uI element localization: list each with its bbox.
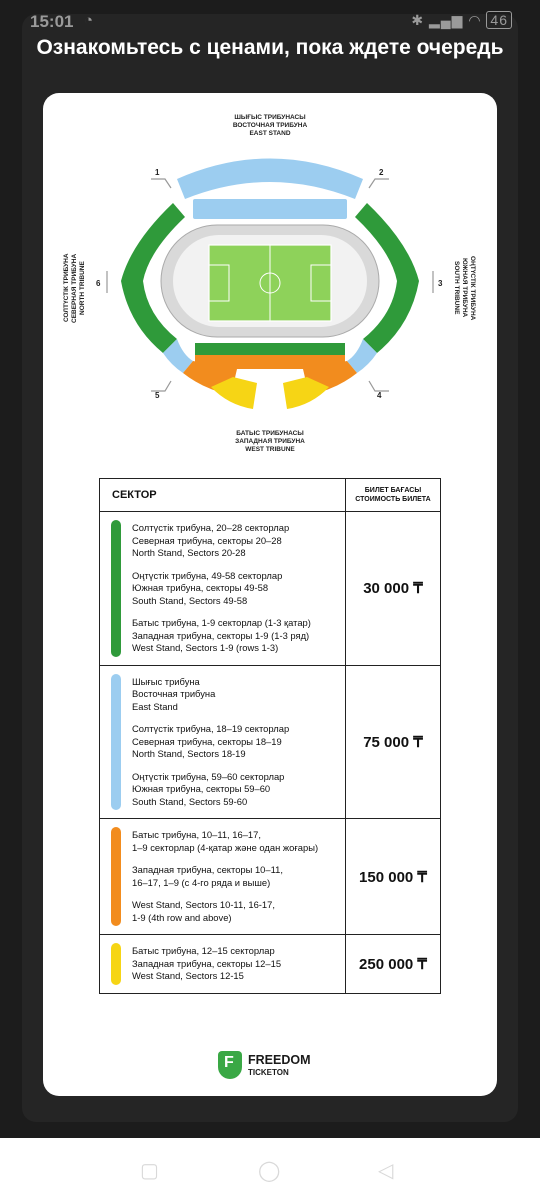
gate-2-label: 2 (379, 168, 384, 177)
sector-group (132, 771, 339, 809)
gate-5-label: 5 (155, 391, 160, 400)
sector-group (132, 617, 339, 655)
sector-group (132, 829, 339, 854)
sector-text: West Stand, Sectors 1-9 (rows 1-3) (132, 642, 279, 653)
sector-text: Северная трибуна, секторы 20–28 (132, 534, 282, 546)
recents-button[interactable]: ▢ (140, 1160, 159, 1182)
sector-text: North Stand, Sectors 18-19 (132, 748, 246, 759)
east-stand-lower (193, 199, 347, 219)
east-stand-kz: ШЫҒЫС ТРИБУНАСЫ (234, 114, 306, 121)
south-stand-kz: ОҢТҮСТІК ТРИБУНА (469, 255, 476, 321)
west-stand-en: WEST TRIBUNE (245, 446, 295, 453)
stadium-map (43, 93, 497, 423)
sector-group (132, 864, 339, 889)
sector-text: South Stand, Sectors 59-60 (132, 795, 248, 807)
table-header-row (100, 479, 441, 512)
east-stand-en: EAST STAND (249, 130, 291, 137)
price-table (99, 478, 441, 994)
table-row (100, 512, 441, 666)
sector-text: West Stand, Sectors 12-15 (132, 970, 244, 981)
price-card (43, 93, 497, 1096)
gate-1-label: 1 (155, 168, 160, 177)
north-stand-kz: СОЛТҮСТІК ТРИБУНА (63, 253, 70, 323)
sector-text: Батыс трибуна, 10–11, 16–17, (132, 829, 261, 840)
sector-group (132, 570, 339, 608)
gate-6-label: 6 (96, 279, 101, 288)
sector-text: Оңтүстік трибуна, 59–60 секторлар (132, 770, 285, 782)
color-bar-blue (111, 674, 121, 811)
sector-text: Северная трибуна, секторы 18–19 (132, 735, 282, 747)
sector-text: 1–9 секторлар (4-қатар және одан жоғары) (132, 841, 319, 853)
sector-text: Западная трибуна, секторы 1-9 (1-3 ряд) (132, 629, 310, 641)
gate-3-label: 3 (438, 279, 443, 288)
status-time: 15:01 (30, 12, 74, 31)
east-stand-upper (177, 159, 363, 200)
south-stand-ru: ЮЖНАЯ ТРИБУНА (461, 258, 468, 318)
sector-text: Солтүстік трибуна, 20–28 секторлар (132, 522, 290, 533)
logo-line-2: TICKETON (248, 1068, 289, 1077)
battery-level: 46 (490, 12, 508, 28)
price-value: 250 000 ₸ (346, 935, 441, 994)
sector-group (132, 723, 339, 761)
sector-group (132, 945, 339, 983)
sector-text: Южная трибуна, секторы 59–60 (132, 783, 271, 794)
color-bar-orange (111, 827, 121, 926)
sector-text: Батыс трибуна, 12–15 секторлар (132, 945, 275, 956)
west-stand-kz: БАТЫС ТРИБУНАСЫ (236, 430, 304, 437)
price-header-kz: БИЛЕТ БАҒАСЫ (364, 487, 422, 494)
gate-1-marker (151, 179, 171, 188)
sector-text: Оңтүстік трибуна, 49-58 секторлар (132, 569, 283, 581)
sector-text: Западная трибуна, секторы 12–15 (132, 957, 282, 969)
sector-text: East Stand (132, 700, 178, 712)
sector-cell (100, 665, 346, 819)
sector-text: North Stand, Sectors 20-28 (132, 547, 246, 558)
table-row (100, 819, 441, 935)
color-bar-yellow (111, 943, 121, 985)
bluetooth-icon: ✱ (411, 12, 425, 28)
status-icons (411, 12, 512, 29)
gate-5-marker (151, 381, 171, 391)
battery-icon (486, 11, 512, 29)
price-table-body (100, 512, 441, 994)
west-stand-label (210, 430, 330, 454)
table-row (100, 665, 441, 819)
sector-text: Западная трибуна, секторы 10–11, (132, 864, 283, 875)
sector-text: 1-9 (4th row and above) (132, 911, 232, 923)
sector-group (132, 899, 339, 924)
gate-4-label: 4 (377, 391, 382, 400)
system-nav-bar (0, 1138, 540, 1200)
east-stand-ru: ВОСТОЧНАЯ ТРИБУНА (232, 122, 308, 129)
whatsapp-icon: ◔ (84, 12, 94, 29)
south-stand-en: SOUTH TRIBUNE (453, 261, 460, 315)
freedom-logo-icon: F (218, 1051, 242, 1079)
price-value: 75 000 ₸ (346, 665, 441, 819)
sector-text: West Stand, Sectors 10-11, 16-17, (132, 899, 275, 910)
status-bar (0, 0, 540, 40)
table-row (100, 935, 441, 994)
back-button[interactable]: ◁ (378, 1160, 394, 1182)
sector-text: Восточная трибуна (132, 688, 216, 699)
north-stand-en: NORTH TRIBUNE (79, 261, 86, 315)
west-stand-ru: ЗАПАДНАЯ ТРИБУНА (235, 438, 305, 445)
sector-text: Шығыс трибуна (132, 675, 200, 687)
sector-cell (100, 935, 346, 994)
sector-text: South Stand, Sectors 49-58 (132, 594, 248, 606)
sector-text: 16–17, 1–9 (с 4-го ряда и выше) (132, 876, 271, 888)
sector-group (132, 522, 339, 560)
logo-line-1: FREEDOM (248, 1053, 311, 1067)
page-title: Ознакомьтесь с ценами, пока ждете очередь (36, 36, 504, 59)
sector-cell (100, 819, 346, 935)
sector-column-header: СЕКТОР (100, 479, 346, 512)
sector-text: Батыс трибуна, 1-9 секторлар (1-3 қатар) (132, 617, 311, 628)
west-orange-rows (195, 355, 345, 369)
gate-4-marker (369, 381, 389, 391)
price-header-ru: СТОИМОСТЬ БИЛЕТА (355, 496, 431, 503)
price-value: 150 000 ₸ (346, 819, 441, 935)
wifi-icon: ◠ (468, 12, 482, 28)
sector-cell (100, 512, 346, 666)
sector-group (132, 676, 339, 714)
home-button[interactable]: ◯ (258, 1160, 281, 1182)
price-column-header (346, 479, 441, 512)
north-stand-ru: СЕВЕРНАЯ ТРИБУНА (71, 253, 78, 323)
west-green-rows (195, 343, 345, 355)
sector-text: Южная трибуна, секторы 49-58 (132, 582, 269, 593)
signal-icon: ▂▄▆ (428, 12, 464, 28)
price-value: 30 000 ₸ (346, 512, 441, 666)
gate-2-marker (369, 179, 389, 188)
color-bar-green (111, 520, 121, 657)
sector-text: Солтүстік трибуна, 18–19 секторлар (132, 723, 290, 734)
